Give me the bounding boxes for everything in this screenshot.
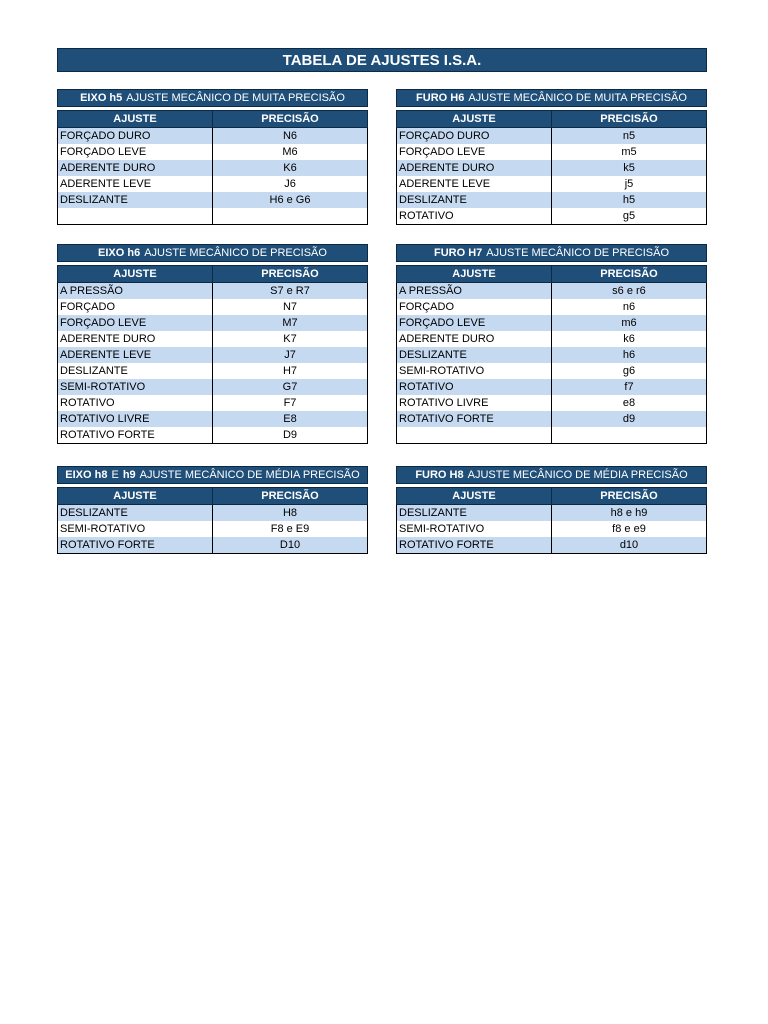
cell-precisao: d10 bbox=[552, 537, 707, 554]
table-row bbox=[58, 537, 368, 554]
table-row bbox=[58, 299, 368, 315]
cell-precisao: h6 bbox=[552, 347, 707, 363]
cell-ajuste: ROTATIVO FORTE bbox=[58, 427, 213, 444]
cell-precisao: S7 e R7 bbox=[213, 283, 368, 300]
table-row bbox=[58, 144, 368, 160]
cell-precisao: E8 bbox=[213, 411, 368, 427]
cell-precisao: n6 bbox=[552, 299, 707, 315]
table-row bbox=[397, 427, 707, 443]
block-desc: AJUSTE MECÂNICO DE PRECISÃO bbox=[486, 247, 670, 259]
table-row bbox=[397, 411, 707, 427]
cell-precisao: H6 e G6 bbox=[213, 192, 368, 208]
table-row bbox=[397, 505, 707, 522]
table-row bbox=[58, 379, 368, 395]
table-row bbox=[397, 128, 707, 145]
cell-precisao: D10 bbox=[213, 537, 368, 554]
cell-ajuste: FORÇADO DURO bbox=[397, 128, 552, 145]
cell-ajuste: DESLIZANTE bbox=[397, 192, 552, 208]
block-code: FURO H6 bbox=[416, 92, 465, 104]
block-desc: AJUSTE MECÂNICO DE MUITA PRECISÃO bbox=[126, 92, 345, 104]
page-title: TABELA DE AJUSTES I.S.A. bbox=[57, 48, 707, 72]
cell-precisao: s6 e r6 bbox=[552, 283, 707, 300]
fit-table bbox=[396, 110, 707, 225]
cell-precisao: J6 bbox=[213, 176, 368, 192]
col-header-ajuste: AJUSTE bbox=[397, 488, 552, 505]
cell-ajuste: SEMI-ROTATIVO bbox=[58, 379, 213, 395]
cell-precisao: g6 bbox=[552, 363, 707, 379]
table-row bbox=[58, 283, 368, 300]
table-row bbox=[397, 379, 707, 395]
cell-precisao: g5 bbox=[552, 208, 707, 225]
cell-precisao: m6 bbox=[552, 315, 707, 331]
cell-ajuste bbox=[397, 427, 552, 443]
cell-precisao: h5 bbox=[552, 192, 707, 208]
cell-precisao: F7 bbox=[213, 395, 368, 411]
cell-ajuste: ROTATIVO FORTE bbox=[397, 411, 552, 427]
table-row bbox=[397, 283, 707, 300]
col-header-ajuste: AJUSTE bbox=[58, 488, 213, 505]
col-header-precisao: PRECISÃO bbox=[213, 266, 368, 283]
block-desc: AJUSTE MECÂNICO DE PRECISÃO bbox=[144, 247, 327, 259]
cell-ajuste: DESLIZANTE bbox=[58, 505, 213, 522]
block-eixo-h6 bbox=[57, 244, 368, 444]
table-row bbox=[58, 505, 368, 522]
table-row bbox=[58, 192, 368, 208]
cell-ajuste: ADERENTE DURO bbox=[58, 160, 213, 176]
cell-ajuste: FORÇADO LEVE bbox=[58, 144, 213, 160]
table-row bbox=[58, 128, 368, 145]
cell-precisao: k5 bbox=[552, 160, 707, 176]
cell-precisao: f7 bbox=[552, 379, 707, 395]
table-row bbox=[397, 176, 707, 192]
table-row bbox=[397, 331, 707, 347]
cell-precisao: D9 bbox=[213, 427, 368, 444]
cell-precisao: h8 e h9 bbox=[552, 505, 707, 522]
col-header-precisao: PRECISÃO bbox=[552, 111, 707, 128]
cell-precisao: j5 bbox=[552, 176, 707, 192]
cell-ajuste: ROTATIVO LIVRE bbox=[58, 411, 213, 427]
block-code: EIXO h5 bbox=[80, 92, 123, 104]
cell-precisao: d9 bbox=[552, 411, 707, 427]
cell-ajuste: DESLIZANTE bbox=[58, 363, 213, 379]
block-code: FURO H8 bbox=[415, 469, 464, 481]
table-row bbox=[58, 521, 368, 537]
cell-ajuste: ROTATIVO bbox=[397, 208, 552, 225]
table-row bbox=[397, 315, 707, 331]
table-row bbox=[397, 208, 707, 225]
cell-precisao bbox=[213, 208, 368, 224]
table-row bbox=[397, 363, 707, 379]
table-row bbox=[58, 427, 368, 444]
cell-precisao: H7 bbox=[213, 363, 368, 379]
block-furo-h6 bbox=[396, 89, 707, 225]
col-header-precisao: PRECISÃO bbox=[213, 111, 368, 128]
cell-ajuste: SEMI-ROTATIVO bbox=[397, 521, 552, 537]
cell-ajuste: DESLIZANTE bbox=[58, 192, 213, 208]
cell-ajuste: ROTATIVO FORTE bbox=[58, 537, 213, 554]
cell-precisao: f8 e e9 bbox=[552, 521, 707, 537]
col-header-ajuste: AJUSTE bbox=[397, 111, 552, 128]
cell-ajuste: FORÇADO DURO bbox=[58, 128, 213, 145]
table-row bbox=[397, 299, 707, 315]
cell-precisao: m5 bbox=[552, 144, 707, 160]
cell-ajuste: ROTATIVO FORTE bbox=[397, 537, 552, 554]
block-title bbox=[57, 244, 368, 262]
block-desc: AJUSTE MECÂNICO DE MÉDIA PRECISÃO bbox=[467, 469, 688, 481]
block-title bbox=[396, 244, 707, 262]
block-desc: AJUSTE MECÂNICO DE MUITA PRECISÃO bbox=[468, 92, 687, 104]
cell-ajuste: ROTATIVO LIVRE bbox=[397, 395, 552, 411]
cell-ajuste: SEMI-ROTATIVO bbox=[397, 363, 552, 379]
block-furo-h8 bbox=[396, 466, 707, 554]
col-header-precisao: PRECISÃO bbox=[552, 488, 707, 505]
cell-ajuste: FORÇADO bbox=[58, 299, 213, 315]
cell-precisao: K7 bbox=[213, 331, 368, 347]
cell-ajuste: ADERENTE DURO bbox=[397, 160, 552, 176]
cell-ajuste: A PRESSÃO bbox=[397, 283, 552, 300]
col-header-ajuste: AJUSTE bbox=[397, 266, 552, 283]
fit-table bbox=[396, 487, 707, 554]
cell-ajuste: FORÇADO bbox=[397, 299, 552, 315]
cell-precisao: N7 bbox=[213, 299, 368, 315]
table-row bbox=[397, 521, 707, 537]
cell-ajuste: FORÇADO LEVE bbox=[58, 315, 213, 331]
block-code: EIXO h6 bbox=[98, 247, 141, 259]
cell-precisao: K6 bbox=[213, 160, 368, 176]
block-code: FURO H7 bbox=[433, 247, 483, 259]
table-row bbox=[58, 331, 368, 347]
table-row bbox=[397, 144, 707, 160]
cell-precisao: H8 bbox=[213, 505, 368, 522]
block-title bbox=[57, 89, 368, 107]
cell-ajuste: SEMI-ROTATIVO bbox=[58, 521, 213, 537]
col-header-ajuste: AJUSTE bbox=[58, 266, 213, 283]
cell-ajuste: ADERENTE LEVE bbox=[58, 347, 213, 363]
cell-ajuste: ADERENTE DURO bbox=[397, 331, 552, 347]
col-header-precisao: PRECISÃO bbox=[213, 488, 368, 505]
cell-ajuste bbox=[58, 208, 213, 224]
cell-precisao: M7 bbox=[213, 315, 368, 331]
cell-precisao: J7 bbox=[213, 347, 368, 363]
table-row bbox=[58, 160, 368, 176]
cell-precisao: k6 bbox=[552, 331, 707, 347]
fit-table bbox=[57, 110, 368, 225]
block-title bbox=[396, 89, 707, 107]
fit-table bbox=[57, 265, 368, 444]
table-row bbox=[58, 208, 368, 224]
table-row bbox=[58, 315, 368, 331]
block-furo-h7 bbox=[396, 244, 707, 444]
col-header-precisao: PRECISÃO bbox=[552, 266, 707, 283]
table-row bbox=[58, 363, 368, 379]
block-code-join: E bbox=[111, 469, 119, 481]
block-title bbox=[396, 466, 707, 484]
table-row bbox=[397, 160, 707, 176]
block-title bbox=[57, 466, 368, 484]
cell-ajuste: ADERENTE DURO bbox=[58, 331, 213, 347]
cell-ajuste: A PRESSÃO bbox=[58, 283, 213, 300]
cell-precisao: F8 e E9 bbox=[213, 521, 368, 537]
cell-ajuste: ROTATIVO bbox=[397, 379, 552, 395]
cell-precisao: n5 bbox=[552, 128, 707, 145]
table-row bbox=[58, 411, 368, 427]
cell-ajuste: ADERENTE LEVE bbox=[58, 176, 213, 192]
table-row bbox=[397, 192, 707, 208]
block-code-2: h9 bbox=[122, 469, 136, 481]
table-row bbox=[397, 395, 707, 411]
cell-ajuste: ROTATIVO bbox=[58, 395, 213, 411]
table-row bbox=[397, 537, 707, 554]
col-header-ajuste: AJUSTE bbox=[58, 111, 213, 128]
cell-precisao: M6 bbox=[213, 144, 368, 160]
table-row bbox=[397, 347, 707, 363]
table-row bbox=[58, 176, 368, 192]
block-eixo-h8-h9 bbox=[57, 466, 368, 554]
table-row bbox=[58, 395, 368, 411]
cell-ajuste: DESLIZANTE bbox=[397, 347, 552, 363]
fit-table bbox=[396, 265, 707, 444]
cell-ajuste: FORÇADO LEVE bbox=[397, 144, 552, 160]
cell-precisao bbox=[552, 427, 707, 443]
cell-precisao: e8 bbox=[552, 395, 707, 411]
fit-table bbox=[57, 487, 368, 554]
table-row bbox=[58, 347, 368, 363]
block-eixo-h5 bbox=[57, 89, 368, 225]
cell-ajuste: ADERENTE LEVE bbox=[397, 176, 552, 192]
cell-ajuste: FORÇADO LEVE bbox=[397, 315, 552, 331]
cell-ajuste: DESLIZANTE bbox=[397, 505, 552, 522]
cell-precisao: N6 bbox=[213, 128, 368, 145]
block-desc: AJUSTE MECÂNICO DE MÉDIA PRECISÃO bbox=[139, 469, 360, 481]
block-code: EIXO h8 bbox=[65, 469, 108, 481]
cell-precisao: G7 bbox=[213, 379, 368, 395]
